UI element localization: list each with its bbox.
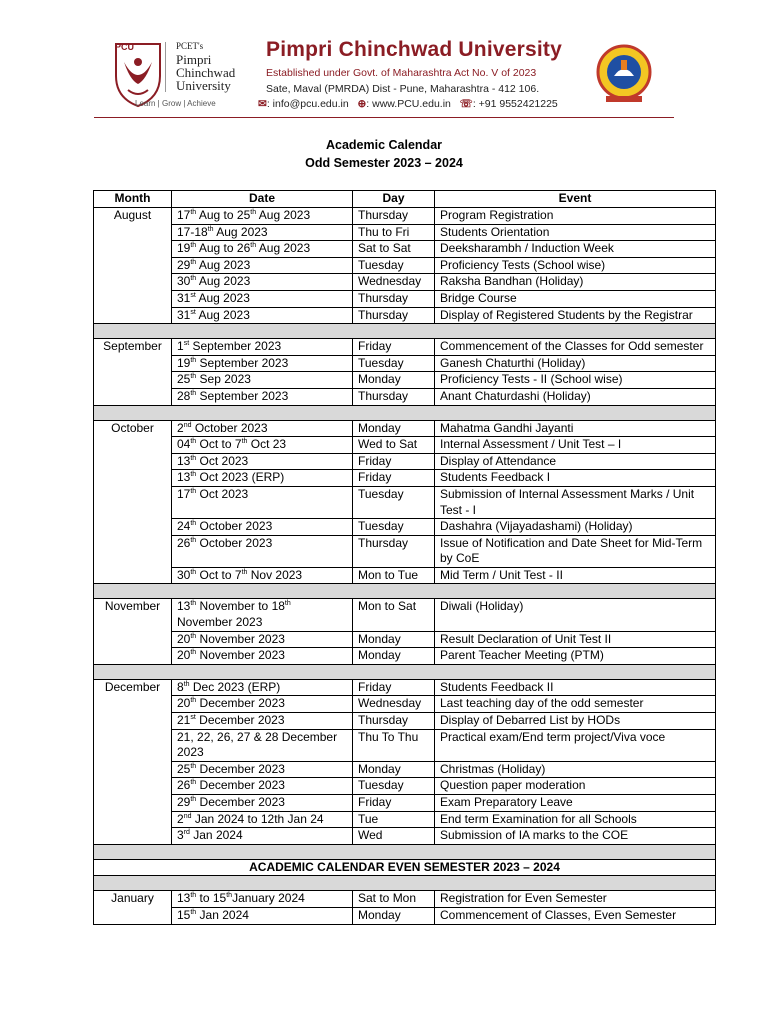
date-cell: 1st September 2023 <box>172 339 353 356</box>
date-cell: 24th October 2023 <box>172 519 353 536</box>
pcet-wordmark <box>176 40 235 92</box>
day-cell: Wed <box>353 828 435 845</box>
day-cell: Thu to Fri <box>353 224 435 241</box>
table-row <box>94 713 716 730</box>
date-cell: 29th Aug 2023 <box>172 257 353 274</box>
table-row <box>94 907 716 924</box>
separator-row <box>94 584 716 599</box>
event-cell: End term Examination for all Schools <box>435 811 716 828</box>
separator-row <box>94 324 716 339</box>
day-cell: Tuesday <box>353 486 435 518</box>
month-january: January <box>94 891 172 924</box>
event-cell: Issue of Notification and Date Sheet for Mid-Term by CoE <box>435 535 716 567</box>
table-row <box>94 372 716 389</box>
event-cell: Ganesh Chaturthi (Holiday) <box>435 355 716 372</box>
event-cell: Display of Debarred List by HODs <box>435 713 716 730</box>
event-cell: Submission of IA marks to the COE <box>435 828 716 845</box>
day-cell: Sat to Mon <box>353 891 435 908</box>
email-link[interactable]: : info@pcu.edu.in <box>266 98 349 110</box>
date-cell: 13th November to 18th November 2023 <box>172 599 353 631</box>
event-cell: Students Orientation <box>435 224 716 241</box>
date-cell: 2nd October 2023 <box>172 420 353 437</box>
table-row <box>94 274 716 291</box>
date-cell: 26th December 2023 <box>172 778 353 795</box>
establishment-note: Established under Govt. of Maharashtra Act No. V of 2023 <box>266 67 537 79</box>
date-cell: 20th December 2023 <box>172 696 353 713</box>
date-cell: 19th Aug to 26th Aug 2023 <box>172 241 353 258</box>
table-row <box>94 388 716 405</box>
day-cell: Monday <box>353 648 435 665</box>
day-cell: Friday <box>353 795 435 812</box>
day-cell: Monday <box>353 631 435 648</box>
table-header-row <box>94 191 716 208</box>
email-icon: ✉ <box>258 98 267 110</box>
event-cell: Question paper moderation <box>435 778 716 795</box>
address: Sate, Maval (PMRDA) Dist - Pune, Maharashtra - 412 106. <box>266 83 540 95</box>
date-cell: 25th December 2023 <box>172 761 353 778</box>
date-cell: 17-18th Aug 2023 <box>172 224 353 241</box>
header-rule <box>94 117 674 118</box>
separator-row <box>94 876 716 891</box>
day-cell: Tuesday <box>353 519 435 536</box>
date-cell: 17th Aug to 25th Aug 2023 <box>172 208 353 225</box>
day-cell: Friday <box>353 470 435 487</box>
month-august: August <box>94 208 172 324</box>
date-cell: 28th September 2023 <box>172 388 353 405</box>
table-row <box>94 453 716 470</box>
event-cell: Last teaching day of the odd semester <box>435 696 716 713</box>
table-row <box>94 257 716 274</box>
event-cell: Internal Assessment / Unit Test – I <box>435 437 716 454</box>
table-row <box>94 535 716 567</box>
pcet-line2: Pimpri <box>176 52 212 67</box>
day-cell: Thursday <box>353 290 435 307</box>
table-row <box>94 355 716 372</box>
table-row <box>94 420 716 437</box>
trust-emblem-icon <box>592 42 656 106</box>
semester-title: Odd Semester 2023 – 2024 <box>305 156 463 170</box>
event-cell: Diwali (Holiday) <box>435 599 716 631</box>
day-cell: Wednesday <box>353 274 435 291</box>
separator-row <box>94 844 716 859</box>
day-cell: Tue <box>353 811 435 828</box>
date-cell: 31st Aug 2023 <box>172 307 353 324</box>
date-cell: 13th Oct 2023 <box>172 453 353 470</box>
day-cell: Friday <box>353 339 435 356</box>
date-cell: 2nd Jan 2024 to 12th Jan 24 <box>172 811 353 828</box>
table-row <box>94 599 716 631</box>
university-name: Pimpri Chinchwad University <box>266 38 562 61</box>
event-cell: Anant Chaturdashi (Holiday) <box>435 388 716 405</box>
separator-row <box>94 405 716 420</box>
event-cell: Christmas (Holiday) <box>435 761 716 778</box>
day-cell: Wed to Sat <box>353 437 435 454</box>
event-cell: Bridge Course <box>435 290 716 307</box>
even-semester-heading: ACADEMIC CALENDAR EVEN SEMESTER 2023 – 2024 <box>94 859 716 876</box>
table-row <box>94 795 716 812</box>
date-cell: 21, 22, 26, 27 & 28 December 2023 <box>172 729 353 761</box>
table-row <box>94 224 716 241</box>
date-cell: 21st December 2023 <box>172 713 353 730</box>
event-cell: Commencement of the Classes for Odd semester <box>435 339 716 356</box>
event-cell: Proficiency Tests - II (School wise) <box>435 372 716 389</box>
month-november: November <box>94 599 172 664</box>
table-row <box>94 290 716 307</box>
day-cell: Sat to Sat <box>353 241 435 258</box>
globe-icon: ⊕ <box>357 98 367 110</box>
pcu-badge: PCU <box>115 42 135 52</box>
table-row <box>94 241 716 258</box>
date-cell: 04th Oct to 7th Oct 23 <box>172 437 353 454</box>
event-cell: Mid Term / Unit Test - II <box>435 567 716 584</box>
table-row <box>94 696 716 713</box>
date-cell: 20th November 2023 <box>172 631 353 648</box>
date-cell: 8th Dec 2023 (ERP) <box>172 679 353 696</box>
day-cell: Mon to Tue <box>353 567 435 584</box>
day-cell: Thursday <box>353 208 435 225</box>
table-row <box>94 470 716 487</box>
separator-row <box>94 664 716 679</box>
calendar-title: Academic Calendar <box>325 138 443 152</box>
col-month: Month <box>94 191 172 208</box>
day-cell: Monday <box>353 907 435 924</box>
table-row <box>94 208 716 225</box>
event-cell: Deeksharambh / Induction Week <box>435 241 716 258</box>
date-cell: 13th to 15thJanuary 2024 <box>172 891 353 908</box>
month-october: October <box>94 420 172 584</box>
website-link[interactable]: : www.PCU.edu.in <box>366 98 451 110</box>
tagline: Learn | Grow | Achieve <box>135 99 216 108</box>
table-row <box>94 567 716 584</box>
date-cell: 29th December 2023 <box>172 795 353 812</box>
table-row <box>94 486 716 518</box>
event-cell: Students Feedback II <box>435 679 716 696</box>
date-cell: 30th Aug 2023 <box>172 274 353 291</box>
date-cell: 13th Oct 2023 (ERP) <box>172 470 353 487</box>
month-september: September <box>94 339 172 405</box>
date-cell: 19th September 2023 <box>172 355 353 372</box>
day-cell: Monday <box>353 372 435 389</box>
day-cell: Tuesday <box>353 778 435 795</box>
date-cell: 17th Oct 2023 <box>172 486 353 518</box>
table-row <box>94 778 716 795</box>
table-row <box>94 437 716 454</box>
event-cell: Commencement of Classes, Even Semester <box>435 907 716 924</box>
month-december: December <box>94 679 172 844</box>
table-row <box>94 631 716 648</box>
event-cell: Registration for Even Semester <box>435 891 716 908</box>
event-cell: Parent Teacher Meeting (PTM) <box>435 648 716 665</box>
table-row <box>94 519 716 536</box>
day-cell: Tuesday <box>353 355 435 372</box>
event-cell: Program Registration <box>435 208 716 225</box>
table-row <box>94 307 716 324</box>
day-cell: Thu To Thu <box>353 729 435 761</box>
day-cell: Thursday <box>353 535 435 567</box>
event-cell: Raksha Bandhan (Holiday) <box>435 274 716 291</box>
date-cell: 3rd Jan 2024 <box>172 828 353 845</box>
event-cell: Exam Preparatory Leave <box>435 795 716 812</box>
event-cell: Result Declaration of Unit Test II <box>435 631 716 648</box>
logo-divider <box>165 42 166 92</box>
pcet-line4: University <box>176 78 231 93</box>
day-cell: Monday <box>353 761 435 778</box>
table-row <box>94 679 716 696</box>
event-cell: Display of Attendance <box>435 453 716 470</box>
table-row <box>94 648 716 665</box>
day-cell: Mon to Sat <box>353 599 435 631</box>
table-row <box>94 729 716 761</box>
date-cell: 15th Jan 2024 <box>172 907 353 924</box>
day-cell: Monday <box>353 420 435 437</box>
pcet-line3: Chinchwad <box>176 65 236 80</box>
day-cell: Tuesday <box>353 257 435 274</box>
academic-calendar-table <box>93 190 716 925</box>
pcet-line1: PCET's <box>176 41 204 51</box>
phone-icon: ☏ <box>459 98 473 110</box>
letterhead <box>0 0 768 125</box>
event-cell: Mahatma Gandhi Jayanti <box>435 420 716 437</box>
table-row <box>94 811 716 828</box>
table-row <box>94 828 716 845</box>
col-event: Event <box>435 191 716 208</box>
date-cell: 20th November 2023 <box>172 648 353 665</box>
event-cell: Proficiency Tests (School wise) <box>435 257 716 274</box>
contact-line <box>258 98 558 110</box>
event-cell: Display of Registered Students by the Registrar <box>435 307 716 324</box>
day-cell: Thursday <box>353 713 435 730</box>
date-cell: 31st Aug 2023 <box>172 290 353 307</box>
col-date: Date <box>172 191 353 208</box>
date-cell: 26th October 2023 <box>172 535 353 567</box>
event-cell: Dashahra (Vijayadashami) (Holiday) <box>435 519 716 536</box>
table-row <box>94 339 716 356</box>
table-row <box>94 891 716 908</box>
event-cell: Practical exam/End term project/Viva voce <box>435 729 716 761</box>
phone-number: : +91 9552421225 <box>472 98 558 110</box>
event-cell: Students Feedback I <box>435 470 716 487</box>
day-cell: Friday <box>353 679 435 696</box>
col-day: Day <box>353 191 435 208</box>
event-cell: Submission of Internal Assessment Marks / Unit Test - I <box>435 486 716 518</box>
even-semester-heading-row <box>94 859 716 876</box>
day-cell: Friday <box>353 453 435 470</box>
table-row <box>94 761 716 778</box>
date-cell: 30th Oct to 7th Nov 2023 <box>172 567 353 584</box>
day-cell: Wednesday <box>353 696 435 713</box>
day-cell: Thursday <box>353 307 435 324</box>
date-cell: 25th Sep 2023 <box>172 372 353 389</box>
day-cell: Thursday <box>353 388 435 405</box>
